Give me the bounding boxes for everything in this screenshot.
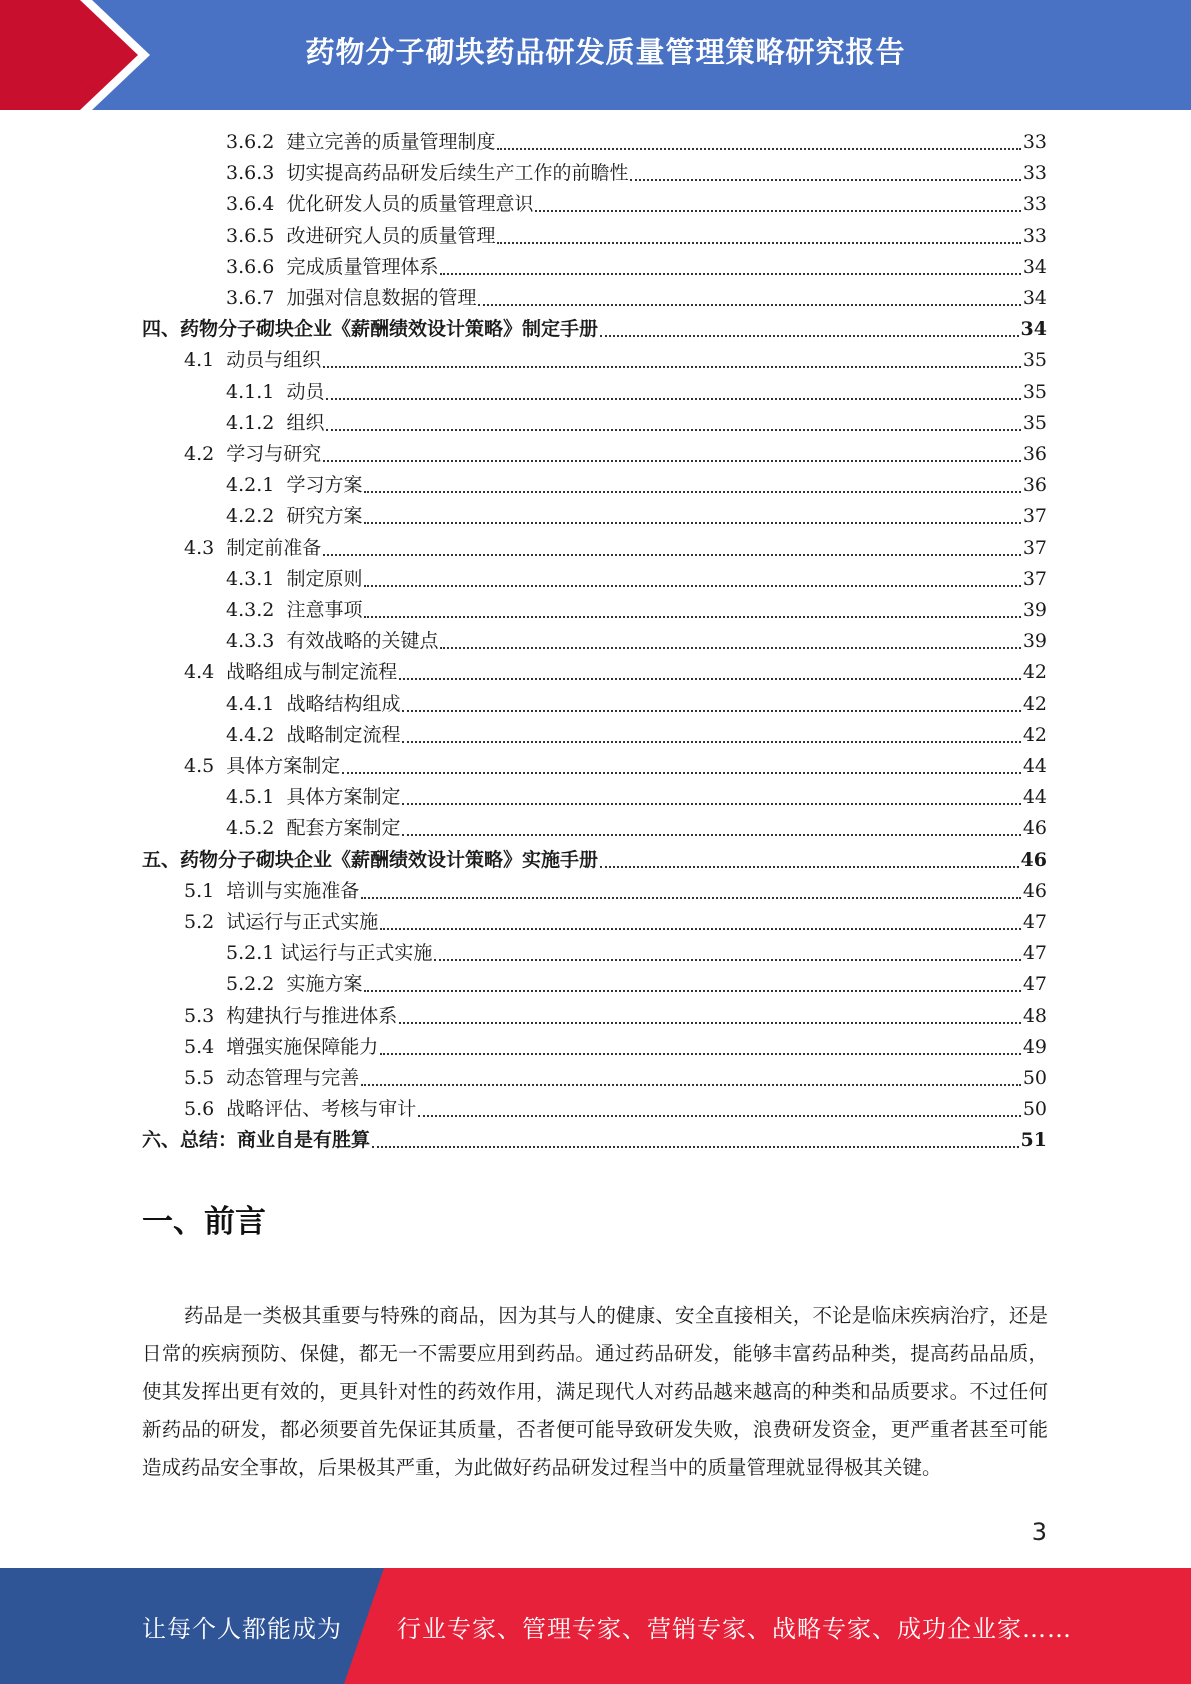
toc-entry-title: 五、药物分子砌块企业《薪酬绩效设计策略》实施手册: [142, 848, 599, 871]
toc-entry-number: 4.5.1: [226, 786, 287, 809]
toc-entry-number: 5.2.1: [226, 942, 281, 965]
toc-entry-number: 4.3: [184, 536, 227, 559]
toc-entry[interactable]: [226, 221, 1047, 252]
toc-entry[interactable]: [226, 252, 1047, 283]
toc-entry-title: 战略结构组成: [286, 692, 401, 715]
toc-dot-leader: [399, 1021, 1021, 1024]
toc-dot-leader: [440, 272, 1020, 275]
toc-entry[interactable]: [184, 1001, 1047, 1032]
toc-dot-leader: [402, 740, 1020, 743]
toc-dot-leader: [402, 833, 1020, 836]
page-number: 3: [1031, 1518, 1047, 1546]
toc-dot-leader: [402, 802, 1020, 805]
toc-dot-leader: [497, 241, 1020, 244]
toc-entry-number: 5.3: [184, 1004, 227, 1027]
toc-entry-title: 注意事项: [286, 599, 363, 621]
toc-dot-leader: [364, 521, 1020, 524]
toc-entry[interactable]: [184, 1063, 1047, 1094]
toc-dot-leader: [326, 428, 1020, 431]
toc-entry-page: 35: [1022, 380, 1047, 403]
toc-entry[interactable]: [226, 720, 1047, 751]
toc-entry[interactable]: [142, 845, 1047, 876]
toc-dot-leader: [478, 303, 1020, 306]
toc-entry[interactable]: [184, 1032, 1047, 1063]
toc-entry-number: 4.3.3: [226, 630, 287, 653]
toc-entry-number: 5.1: [184, 879, 227, 902]
toc-entry-title: 改进研究人员的质量管理: [286, 224, 496, 247]
toc-entry-page: 50: [1022, 1098, 1047, 1121]
toc-dot-leader: [535, 209, 1020, 212]
toc-entry-title: 动员与组织: [226, 349, 322, 372]
toc-entry-page: 34: [1020, 318, 1047, 341]
toc-entry[interactable]: [184, 657, 1047, 688]
toc-entry-page: 35: [1022, 349, 1047, 372]
toc-entry-number: 3.6.6: [226, 255, 287, 278]
toc-entry-title: 战略评估、考核与审计: [226, 1098, 417, 1121]
toc-entry-title: 动态管理与完善: [226, 1067, 360, 1089]
toc-entry[interactable]: [184, 907, 1047, 938]
toc-entry-page: 44: [1022, 786, 1047, 809]
footer-slogan-right: 行业专家、管理专家、营销专家、战略专家、成功企业家……: [397, 1614, 1072, 1643]
toc-entry-title: 有效战略的关键点: [286, 630, 439, 653]
toc-entry[interactable]: [226, 595, 1047, 626]
toc-entry-number: 4.1.1: [226, 380, 287, 403]
toc-entry-page: 42: [1022, 723, 1047, 746]
toc-dot-leader: [497, 147, 1020, 150]
toc-entry-page: 47: [1022, 911, 1047, 933]
toc-entry-page: 33: [1022, 131, 1047, 153]
toc-entry-page: 50: [1022, 1067, 1047, 1089]
toc-entry-title: 六、总结：商业自是有胜算: [142, 1129, 371, 1152]
toc-entry-number: 5.2.2: [226, 973, 287, 996]
toc-entry-title: 增强实施保障能力: [226, 1035, 379, 1058]
toc-entry[interactable]: [226, 938, 1047, 969]
toc-entry-page: 44: [1022, 755, 1047, 777]
toc-entry[interactable]: [226, 377, 1047, 408]
toc-entry-title: 制定前准备: [226, 536, 322, 559]
toc-dot-leader: [323, 459, 1021, 462]
toc-entry-title: 动员: [286, 380, 325, 403]
toc-entry[interactable]: [226, 501, 1047, 532]
toc-dot-leader: [364, 615, 1020, 618]
toc-entry-page: 48: [1022, 1004, 1047, 1027]
toc-entry-page: 49: [1022, 1035, 1047, 1058]
toc-entry[interactable]: [184, 876, 1047, 907]
toc-entry-number: 5.4: [184, 1035, 227, 1058]
toc-dot-leader: [418, 1114, 1021, 1117]
toc-entry-title: 研究方案: [286, 505, 363, 528]
toc-entry-title: 学习方案: [286, 474, 363, 497]
toc-entry-title: 战略组成与制定流程: [226, 661, 398, 684]
toc-entry-number: 4.1.2: [226, 411, 287, 434]
toc-dot-leader: [326, 397, 1020, 400]
page-header-banner: [0, 0, 1191, 110]
toc-entry-page: 37: [1022, 567, 1047, 590]
toc-entry-number: 4.2.2: [226, 505, 287, 528]
toc-entry[interactable]: [226, 564, 1047, 595]
toc-entry-page: 42: [1022, 661, 1047, 684]
toc-entry-page: 36: [1022, 474, 1047, 497]
toc-entry-page: 37: [1022, 505, 1047, 528]
toc-dot-leader: [364, 584, 1020, 587]
toc-entry-number: 3.6.2: [226, 131, 287, 153]
toc-entry-number: 4.1: [184, 349, 227, 372]
red-chevron-icon: [0, 0, 160, 110]
toc-entry[interactable]: [226, 782, 1047, 813]
toc-entry-title: 实施方案: [286, 973, 363, 996]
toc-entry-title: 完成质量管理体系: [286, 255, 439, 278]
toc-entry-page: 33: [1022, 162, 1047, 185]
toc-dot-leader: [600, 865, 1019, 868]
toc-dot-leader: [342, 771, 1021, 774]
toc-entry-number: 5.2: [184, 911, 227, 933]
toc-entry-number: 4.2.1: [226, 474, 287, 497]
toc-entry[interactable]: [226, 470, 1047, 501]
toc-entry-page: 33: [1022, 224, 1047, 247]
toc-entry[interactable]: [226, 689, 1047, 720]
toc-entry-title: 战略制定流程: [286, 723, 401, 746]
toc-entry-number: 4.3.2: [226, 599, 287, 621]
toc-entry[interactable]: [226, 127, 1047, 158]
toc-entry[interactable]: [226, 408, 1047, 439]
toc-entry-title: 四、药物分子砌块企业《薪酬绩效设计策略》制定手册: [142, 318, 599, 341]
toc-entry-title: 具体方案制定: [286, 786, 401, 809]
toc-entry[interactable]: [226, 969, 1047, 1000]
section-heading: 一、前言: [142, 1204, 266, 1240]
toc-entry-page: 47: [1022, 942, 1047, 965]
toc-dot-leader: [380, 927, 1021, 930]
toc-entry-page: 39: [1022, 599, 1047, 621]
toc-entry-number: 3.6.7: [226, 287, 287, 309]
body-paragraph: 药品是一类极其重要与特殊的商品，因为其与人的健康、安全直接相关，不论是临床疾病治疗，还是日常的疾病预防、保健，都无一不需要应用到药品。通过药品研发，能够丰富药品种类，提高药品品质，使其发挥出更有效的，更具针对性的药效作用，满足现代人对药品越来越高的种类和品质要求。不过任何新药品的研发，都必须要首先保证其质量，否者便可能导致研发失败，浪费研发资金，更严重者甚至可能造成药品安全事故，后果极其严重，为此做好药品研发过程当中的质量管理就显得极其关键。: [142, 1304, 1048, 1479]
toc-dot-leader: [372, 1145, 1019, 1148]
toc-entry-page: 34: [1022, 287, 1047, 309]
toc-dot-leader: [440, 646, 1020, 649]
toc-entry-title: 加强对信息数据的管理: [286, 287, 477, 309]
toc-dot-leader: [364, 989, 1020, 992]
toc-entry-number: 4.4: [184, 661, 227, 684]
toc-entry-number: 4.5.2: [226, 817, 287, 840]
toc-entry-page: 51: [1020, 1129, 1047, 1152]
toc-entry-page: 35: [1022, 411, 1047, 434]
toc-entry-title: 配套方案制定: [286, 817, 401, 840]
toc-entry-title: 构建执行与推进体系: [226, 1004, 398, 1027]
toc-entry-title: 学习与研究: [226, 443, 322, 465]
page-footer-banner: [0, 1568, 1191, 1684]
toc-entry[interactable]: [184, 345, 1047, 376]
toc-entry-number: 3.6.4: [226, 193, 287, 216]
toc-entry-page: 34: [1022, 255, 1047, 278]
toc-entry-page: 39: [1022, 630, 1047, 653]
toc-entry-number: 5.5: [184, 1067, 227, 1089]
toc-entry[interactable]: [226, 813, 1047, 844]
toc-entry[interactable]: [226, 283, 1047, 314]
toc-entry-page: 46: [1020, 848, 1047, 871]
toc-entry[interactable]: [184, 439, 1047, 470]
toc-entry-number: 4.4.2: [226, 723, 287, 746]
toc-dot-leader: [600, 334, 1019, 337]
toc-dot-leader: [323, 553, 1021, 556]
toc-entry[interactable]: [184, 533, 1047, 564]
toc-entry-title: 培训与实施准备: [226, 879, 360, 902]
toc-dot-leader: [361, 896, 1021, 899]
toc-entry-title: 组织: [286, 411, 325, 434]
toc-dot-leader: [323, 365, 1021, 368]
toc-dot-leader: [402, 709, 1020, 712]
toc-entry-number: 4.2: [184, 443, 227, 465]
toc-dot-leader: [399, 677, 1021, 680]
toc-entry-number: 4.4.1: [226, 692, 287, 715]
toc-entry-number: 3.6.5: [226, 224, 287, 247]
toc-entry[interactable]: [184, 1094, 1047, 1125]
toc-entry[interactable]: [226, 626, 1047, 657]
footer-slogan-left: 让每个人都能成为: [142, 1614, 342, 1643]
toc-entry[interactable]: [142, 1125, 1047, 1156]
toc-entry-page: 46: [1022, 817, 1047, 840]
toc-dot-leader: [630, 178, 1020, 181]
toc-entry-title: 试运行与正式实施: [226, 911, 379, 933]
toc-dot-leader: [380, 1052, 1021, 1055]
toc-entry-title: 优化研发人员的质量管理意识: [286, 193, 534, 216]
toc-dot-leader: [434, 958, 1020, 961]
toc-entry-title: 建立完善的质量管理制度: [286, 131, 496, 153]
toc-entry[interactable]: [142, 314, 1047, 345]
toc-dot-leader: [364, 490, 1020, 493]
toc-entry-page: 42: [1022, 692, 1047, 715]
toc-entry-title: 试运行与正式实施: [280, 942, 433, 965]
toc-entry-title: 具体方案制定: [226, 755, 341, 777]
toc-dot-leader: [361, 1083, 1021, 1086]
toc-entry[interactable]: [226, 189, 1047, 220]
toc-entry-page: 47: [1022, 973, 1047, 996]
toc-entry-page: 37: [1022, 536, 1047, 559]
toc-entry-number: 5.6: [184, 1098, 227, 1121]
toc-entry-number: 3.6.3: [226, 162, 287, 185]
toc-entry[interactable]: [184, 751, 1047, 782]
toc-entry-number: 4.5: [184, 755, 227, 777]
toc-entry-number: 4.3.1: [226, 567, 287, 590]
toc-entry-page: 36: [1022, 443, 1047, 465]
toc-entry[interactable]: [226, 158, 1047, 189]
report-title: 药物分子砌块药品研发质量管理策略研究报告: [305, 34, 906, 69]
toc-entry-title: 切实提高药品研发后续生产工作的前瞻性: [286, 162, 629, 185]
toc-entry-page: 46: [1022, 879, 1047, 902]
toc-entry-title: 制定原则: [286, 567, 363, 590]
toc-entry-page: 33: [1022, 193, 1047, 216]
